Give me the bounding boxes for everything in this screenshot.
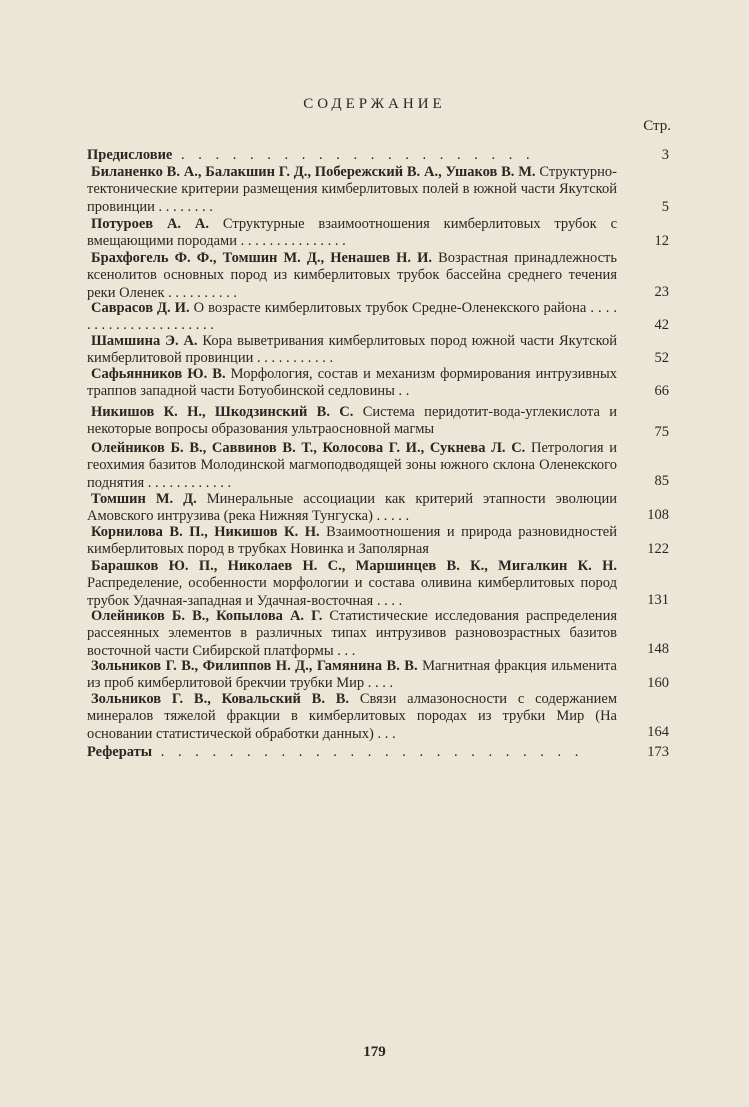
toc-entry-author: Саврасов Д. И. [91, 300, 190, 316]
toc-entry-author: Шамшина Э. А. [91, 333, 198, 349]
toc-entry-text: Взаимоотношения и природа разновидностей кимберлитовых пород в трубках Новинка и Заполярная [87, 524, 618, 558]
toc-entry-page: 173 [647, 744, 669, 760]
toc-entry [87, 404, 617, 439]
toc-entry-author: Барашков Ю. П., Николаев Н. С., Маршинцев В. К., Мигалкин К. Н. [91, 558, 617, 574]
toc-entry-text: Возрастная принадлежность ксенолитов основных пород из кимберлитовых трубок бассейна среднего течения реки Оленек . . . . . . . . . . [87, 250, 617, 301]
toc-entry [87, 250, 617, 302]
toc-entry-page: 5 [661, 199, 669, 215]
toc-entry-text: Распределение, особенности морфологии и состава оливина кимберлитовых пород трубок Удачная-западная и Удачная-восточная . . . . [87, 575, 617, 609]
toc-entry-page: 164 [647, 724, 669, 740]
toc-entry-text: Морфология, состав и механизм формирования интрузивных траппов западной части Ботуобинской седловины . . [87, 366, 617, 400]
toc-entry-author: Томшин М. Д. [91, 491, 197, 507]
toc-entry-page: 42 [654, 317, 669, 333]
toc-entry-page: 75 [654, 424, 669, 440]
toc-entry-author: Олейников Б. В., Саввинов В. Т., Колосова Г. И., Сукнева Л. С. [91, 440, 526, 456]
page-title: СОДЕРЖАНИЕ [303, 96, 446, 112]
toc-entry-author: Брахфогель Ф. Ф., Томшин М. Д., Ненашев Н. И. [91, 250, 433, 266]
toc-entry [87, 366, 617, 401]
toc-entry-page: 108 [647, 507, 669, 523]
toc-entry-page: 148 [647, 641, 669, 657]
toc-entry-text: Структурные взаимоотношения кимберлитовых трубок с вмещающими породами . . . . . . . . . . . . . . . [87, 216, 618, 250]
toc-entry-text: Структурно-тектонические критерии размещения кимберлитовых полей в южной части Якутской провинции . . . . . . . . [87, 164, 617, 215]
toc-entry-author: Сафьянников Ю. В. [91, 366, 226, 382]
toc-entry-author: Зольников Г. В., Ковальский В. В. [91, 691, 350, 707]
toc-entry-page: 131 [647, 592, 669, 608]
toc-entry [87, 744, 617, 761]
toc-entry-text: О возрасте кимберлитовых трубок Средне-Оленекского района . . . . . . . . . . . . . . . . . . . . . . [87, 300, 617, 334]
toc-entry-text: Магнитная фракция ильменита из проб кимберлитовой брекчии трубки Мир . . . . [87, 658, 617, 692]
toc-entry-text: Статистические исследования распределения рассеянных элементов в различных типах интрузивов разновозрастных базитов восточной части Сибирской платформы . . . [87, 608, 617, 659]
toc-entry [87, 558, 617, 610]
toc-entry-page: 122 [647, 541, 669, 557]
toc-entry-text: Петрология и геохимия базитов Молодинской магмоподводящей зоны южного склона Оленекского поднятия . . . . . . . . . . . . [87, 440, 617, 491]
toc-entry-text: . . . . . . . . . . . . . . . . . . . . . . . . . [152, 744, 584, 760]
toc-entry-page: 3 [661, 147, 669, 163]
toc-entry-text: Система перидотит-вода-углекислота и некоторые вопросы образования ультраосновной магмы [87, 404, 617, 438]
toc-entry-text: Кора выветривания кимберлитовых пород южной части Якутской кимберлитовой провинции . . . . . . . . . . . [87, 333, 617, 367]
toc-entry-author: Корнилова В. П., Никишов К. Н. [91, 524, 320, 540]
toc-entry-author: Биланенко В. А., Балакшин Г. Д., Побережский В. А., Ушаков В. М. [91, 164, 536, 180]
toc-entry-author: Предисловие [87, 147, 173, 163]
toc-entry-text: Минеральные ассоциации как критерий этапности эволюции Амовского интрузива (река Нижняя Тунгуска) . . . . . [87, 491, 617, 525]
toc-entry-page: 52 [654, 350, 669, 366]
toc-entry [87, 440, 617, 492]
toc-entry [87, 691, 617, 743]
toc-entry-text: Связи алмазоносности с содержанием минералов тяжелой фракции в кимберлитовых породах из трубки Мир (На основании статистической обработки данных) . . . [87, 691, 618, 742]
toc-entry [87, 147, 617, 164]
toc-entry [87, 491, 617, 526]
toc-entry-page: 12 [654, 233, 669, 249]
page-number: 179 [363, 1044, 386, 1060]
toc-entry-page: 23 [654, 284, 669, 300]
toc-entry [87, 333, 617, 368]
toc-entry-author: Потуроев А. А. [91, 216, 209, 232]
toc-entry-text: . . . . . . . . . . . . . . . . . . . . . [172, 147, 535, 163]
toc-entry-author: Олейников Б. В., Копылова А. Г. [91, 608, 323, 624]
toc-entry-author: Зольников Г. В., Филиппов Н. Д., Гамянина В. В. [91, 658, 418, 674]
toc-entry [87, 608, 617, 660]
toc-entry-author: Рефераты [87, 744, 153, 760]
toc-entry [87, 164, 617, 216]
toc-entry [87, 216, 617, 251]
toc-entry-page: 66 [654, 383, 669, 399]
toc-entry [87, 524, 617, 559]
page-column-label: Стр. [643, 118, 671, 134]
toc-entry [87, 658, 617, 693]
toc-entry [87, 300, 617, 335]
toc-entry-author: Никишов К. Н., Шкодзинский В. С. [91, 404, 354, 420]
toc-entry-page: 85 [654, 473, 669, 489]
toc-entry-page: 160 [647, 675, 669, 691]
